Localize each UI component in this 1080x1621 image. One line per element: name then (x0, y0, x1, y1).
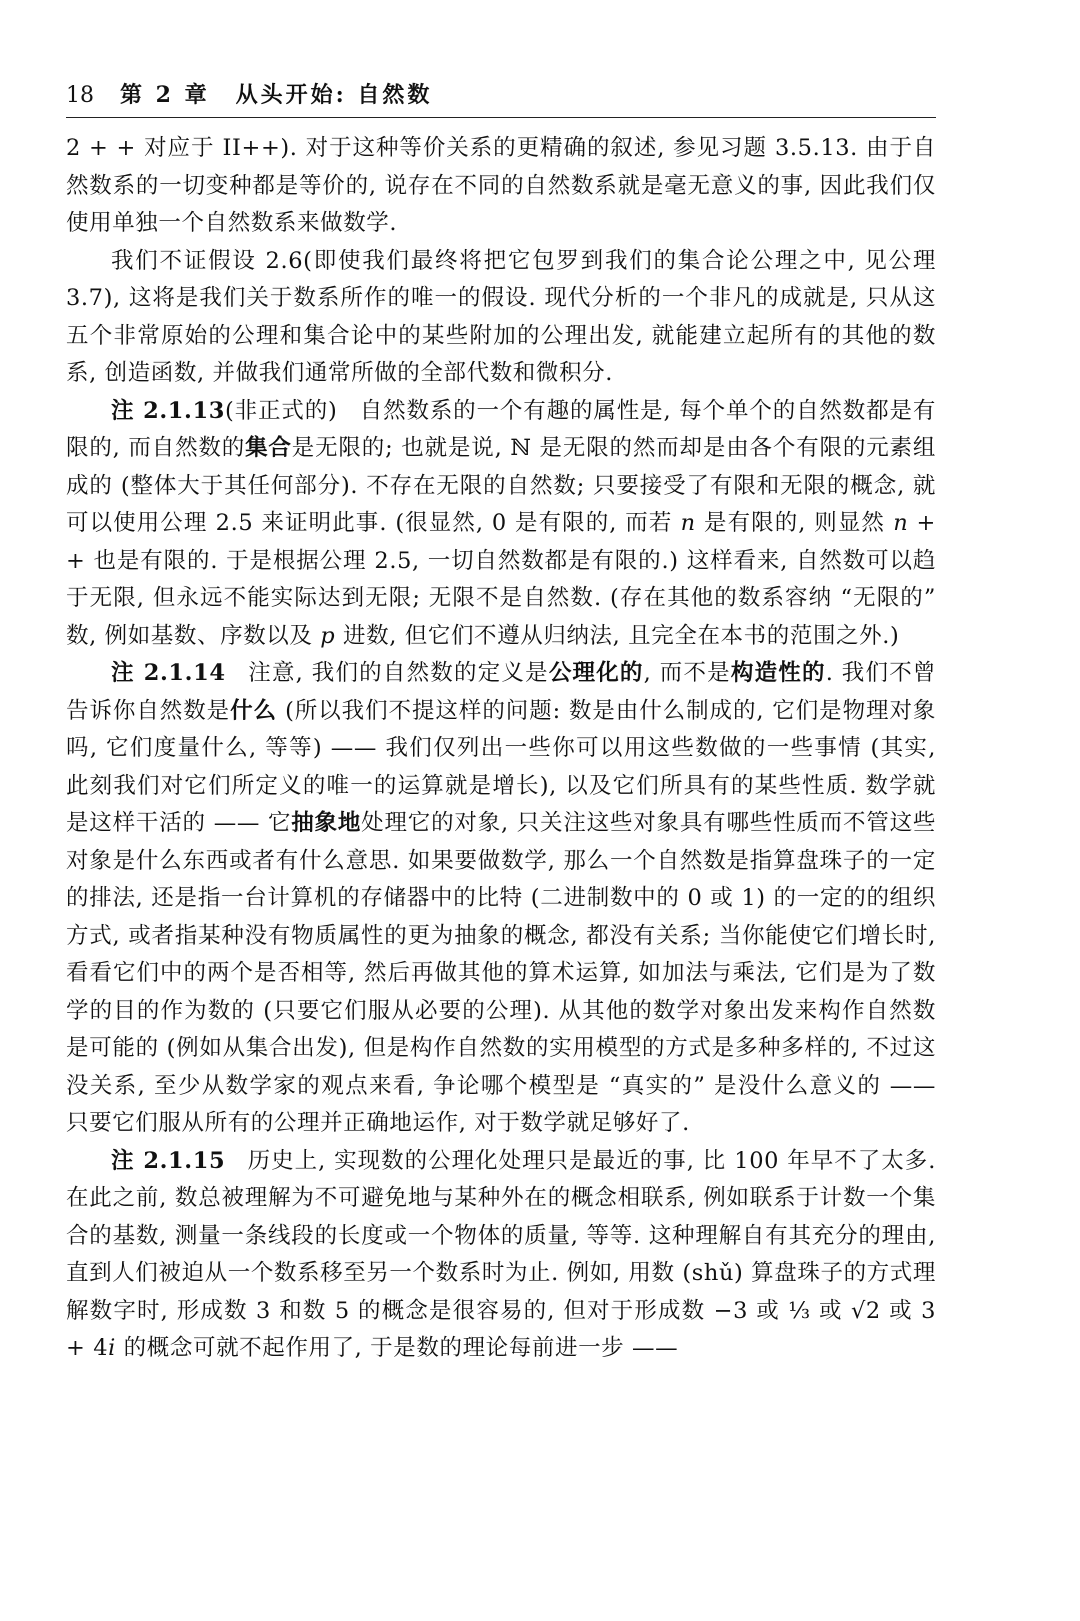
paragraph-continuation: 2 + + 对应于 II++). 对于这种等价关系的更精确的叙述, 参见习题 3.5.13. 由于自然数系的一切变种都是等价的, 说存在不同的自然数系就是毫无意义的事, 因此我们仅使用单独一个自然数系来做数学. (66, 135, 936, 236)
chapter-title: 从头开始: 自然数 (235, 82, 433, 108)
remark-text: 的概念可就不起作用了, 于是数的理论每前进一步 —— (115, 1335, 679, 1361)
remark-text: , 而不是 (643, 660, 731, 686)
remark-2-1-15 (66, 1143, 936, 1368)
remark-text: 注意, 我们的自然数的定义是 (247, 660, 549, 686)
math-variable: p (320, 622, 336, 649)
emphasis-text: 抽象地 (291, 810, 362, 836)
remark-text: (所以我们不提这样的问题: 数是由什么制成的, 它们是物理对象吗, 它们度量什么, 等等) —— 我们仅列出一些你可以用这些数做的一些事情 (其实, 此刻我们对它们所定义的唯一的运算就是增长), 以及它们所具有的某些性质. 数学就是这样干活的 —— 它 (66, 697, 937, 836)
emphasis-text: 集合 (245, 435, 292, 461)
math-variable: i (108, 1335, 116, 1361)
remark-text: 进数, 但它们不遵从归纳法, 且完全在本书的范围之外.) (335, 622, 900, 649)
remark-text: 是无限的; 也就是说, ℕ 是无限的然而却是由各个有限的元素组成的 (整体大于其任何部分). 不存在无限的自然数; 只要接受了有限和无限的概念, 就可以使用公理 2.5 来证明此事. (很显然, 0 是有限的, 而若 (66, 435, 936, 536)
remark-2-1-13 (66, 393, 936, 656)
remark-text: 处理它的对象, 只关注这些对象具有哪些性质而不管这些对象是什么东西或者有什么意思. 如果要做数学, 那么一个自然数是指算盘珠子的一定的排法, 还是指一台计算机的存储器中的比特 (二进制数中的 0 或 1) 的一定的的组织方式, 或者指某种没有物质属性的更为抽象的概念, 都没有关系; 当你能使它们增长时, 看看它们中的两个是否相等, 然后再做其他的算术运算, 如加法与乘法, 它们是为了数学的目的作为数的 (只要它们服从必要的公理). 从其他的数学对象出发来构作自然数是可能的 (例如从集合出发), 但是构作自然数的实用模型的方式是多种多样的, 不过这没关系, 至少从数学家的观点来看, 争论哪个模型是 “真实的” 是没什么意义的 —— 只要它们服从所有的公理并正确地运作, 对于数学就足够好了. (66, 810, 936, 1136)
remark-text: 是有限的, 则显然 (695, 510, 894, 536)
remark-text: 自然数系的一个有趣的属性是, 每个单个的自然数都是有限的, 而自然数的 (66, 397, 936, 461)
running-header (66, 78, 936, 118)
book-page (66, 78, 936, 1368)
remark-text: 历史上, 实现数的公理化处理只是最近的事, 比 100 年早不了太多. 在此之前, 数总被理解为不可避免地与某种外在的概念相联系, 例如联系于计数一个集合的基数, 测量一条线段的长度或一个物体的质量, 等等. 这种理解自有其充分的理由, 直到人们被迫从一个数系移至另一个数系时为止. 例如, 用数 (shǔ) 算盘珠子的方式理解数字时, 形成数 3 和数 5 的概念是很容易的, 但对于形成数 −3 或 ⅓ 或 √2 或 3 + 4 (66, 1147, 937, 1361)
remark-text: . 我们不曾告诉你自然数是 (66, 660, 937, 724)
remark-text: + + 也是有限的. 于是根据公理 2.5, 一切自然数都是有限的.) 这样看来, 自然数可以趋于无限, 但永远不能实际达到无限; 无限不是自然数. (存在其他的数系容纳 “无限的” 数, 例如基数、序数以及 (66, 510, 936, 649)
math-variable: n (893, 510, 909, 536)
page-number: 18 (66, 83, 94, 108)
remark-label: 注 2.1.15 (111, 1147, 226, 1174)
remark-2-1-14 (66, 655, 936, 1143)
remark-label: 注 2.1.13 (111, 397, 225, 424)
math-variable: n (680, 510, 696, 536)
paragraph-assumption: 我们不证假设 2.6(即使我们最终将把它包罗到我们的集合论公理之中, 见公理 3.7), 这将是我们关于数系所作的唯一的假设. 现代分析的一个非凡的成就是, 只从这五个非常原始的公理和集合论中的某些附加的公理出发, 就能建立起所有的其他的数系, 创造函数, 并做我们通常所做的全部代数和微积分. (66, 247, 936, 386)
remark-qualifier: (非正式的) (224, 397, 338, 424)
remark-label: 注 2.1.14 (111, 660, 226, 686)
chapter-number: 第 2 章 (120, 82, 210, 108)
emphasis-text: 构造性的 (730, 660, 826, 686)
body-text (66, 130, 936, 1368)
emphasis-text: 公理化的 (548, 660, 644, 686)
emphasis-text: 什么 (230, 697, 277, 724)
